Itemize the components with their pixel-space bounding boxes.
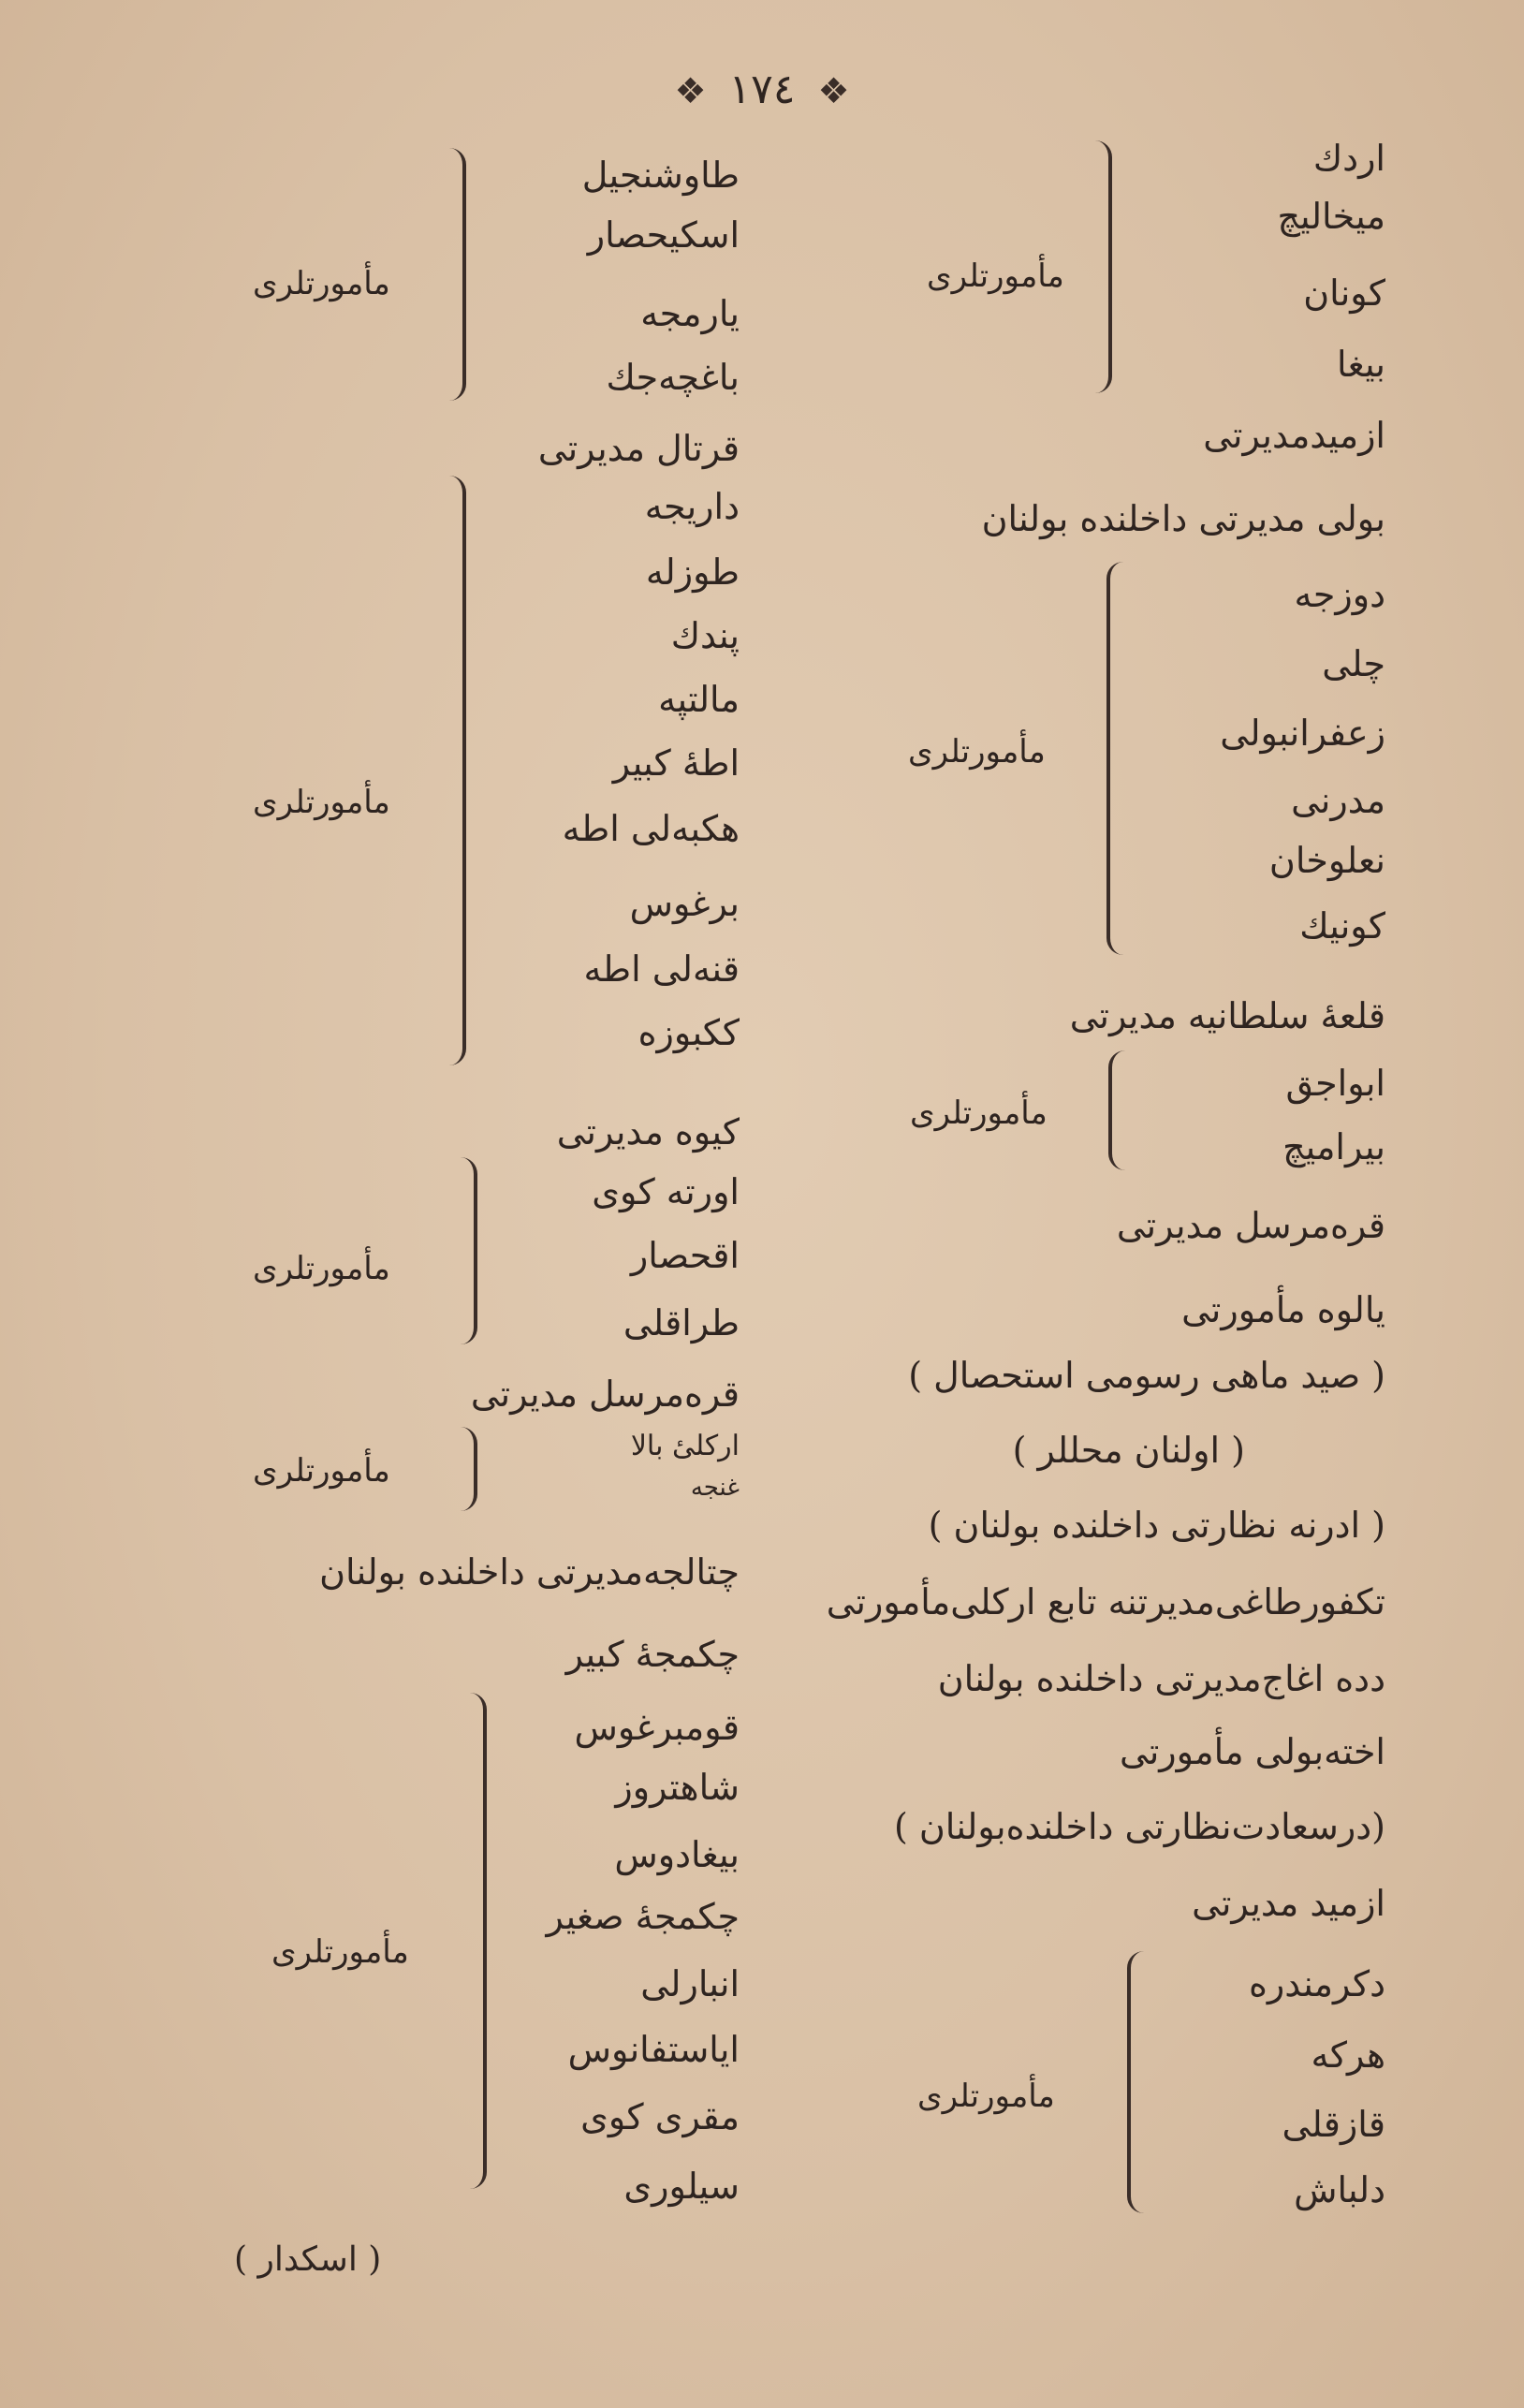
group-brace	[1095, 140, 1112, 393]
list-item: بيراميچ	[1282, 1126, 1385, 1167]
section-line: ازميد مديرتی	[1192, 1883, 1385, 1924]
list-item: قنه‌لی اطه	[583, 948, 740, 990]
section-line: قره‌مرسل مديرتی	[470, 1373, 740, 1415]
group-label: مأمورتلری	[253, 1452, 390, 1490]
list-item: بيغادوس	[614, 1834, 740, 1875]
list-item: زعفرانبولی	[1220, 712, 1385, 754]
list-item: اسكيحصار	[587, 214, 740, 256]
list-item: يارمجه	[640, 293, 740, 334]
group-label: مأمورتلری	[253, 784, 390, 821]
list-item: انبارلی	[640, 1963, 740, 2004]
group-label: مأمورتلری	[253, 265, 390, 302]
list-item: مالتپه	[658, 679, 740, 720]
group-label: مأمورتلری	[910, 1094, 1048, 1132]
ornament-icon: ❖	[674, 70, 707, 111]
section-line: ( ادرنه نظارتی داخلنده بولنان )	[928, 1505, 1385, 1546]
page-number: ١٧٤	[728, 66, 796, 113]
list-item: برغوس	[629, 883, 740, 924]
list-item: اياستفانوس	[567, 2029, 740, 2070]
list-item: مدرنی	[1291, 780, 1385, 821]
ornament-icon: ❖	[817, 70, 850, 111]
list-item: اورته كوی	[592, 1171, 740, 1212]
list-item: اقحصار	[630, 1235, 740, 1276]
list-item: قومبرغوس	[574, 1707, 740, 1748]
section-line: كيوه مديرتی	[556, 1111, 740, 1153]
group-label: مأمورتلری	[927, 257, 1064, 295]
list-item: پندك	[670, 615, 740, 656]
section-line: قره‌مرسل مديرتی	[1116, 1205, 1385, 1246]
group-label: مأمورتلری	[253, 1250, 390, 1287]
list-item: غنجه	[690, 1474, 740, 1502]
group-brace	[1127, 1951, 1144, 2213]
list-item: چكمجهٔ صغير	[546, 1896, 740, 1937]
group-brace	[449, 148, 466, 401]
group-brace	[470, 1693, 487, 2189]
section-line: بولی مديرتی داخلنده بولنان	[981, 498, 1385, 539]
list-item: طاوشنجيل	[581, 154, 740, 196]
section-line: (درسعادت‌نظارتی داخلنده‌بولنان )	[893, 1806, 1385, 1847]
section-line: ( صيد ماهی رسومی استحصال )	[908, 1355, 1385, 1396]
list-item: اركلیٔ بالا	[630, 1430, 740, 1462]
right-column	[805, 0, 1385, 2408]
list-item: ميخاليچ	[1277, 196, 1385, 237]
list-item: ابواجق	[1285, 1063, 1385, 1104]
list-item: دلباش	[1294, 2169, 1385, 2210]
group-brace	[1106, 562, 1123, 955]
list-item: هكبه‌لی اطه	[562, 808, 740, 849]
section-line: ( اسكدار )	[234, 2240, 382, 2279]
list-item: كونان	[1303, 272, 1385, 314]
section-line: قرتال مديرتی	[537, 428, 740, 469]
list-item: هركه	[1311, 2034, 1385, 2076]
group-brace	[1108, 1050, 1125, 1170]
section-line: دده اغاج‌مديرتی داخلنده بولنان	[937, 1658, 1385, 1699]
left-column	[215, 0, 740, 2408]
group-label: مأمورتلری	[271, 1933, 409, 1971]
section-line: قلعهٔ سلطانيه مديرتی	[1069, 995, 1385, 1036]
list-item: كونيك	[1299, 905, 1385, 947]
list-item: اردك	[1312, 138, 1385, 179]
section-line: ( اولنان محللر )	[1012, 1430, 1245, 1471]
list-item: سيلوری	[623, 2166, 740, 2207]
section-line: ازميدمديرتی	[1203, 415, 1385, 456]
list-item: طراقلی	[623, 1302, 740, 1343]
group-brace	[449, 476, 466, 1065]
list-item: شاهتروز	[615, 1767, 740, 1808]
list-item: مقری كوی	[580, 2096, 740, 2137]
list-item: بيغا	[1337, 344, 1385, 385]
list-item: دوزجه	[1294, 574, 1385, 615]
list-item: چلی	[1322, 643, 1385, 684]
list-item: نعلوخان	[1268, 840, 1385, 881]
section-line: چتالجه‌مديرتی داخلنده بولنان	[319, 1551, 740, 1593]
list-item: قازقلی	[1282, 2104, 1385, 2145]
list-item: ككبوزه	[637, 1012, 740, 1053]
group-label: مأمورتلری	[917, 2078, 1055, 2115]
group-label: مأمورتلری	[908, 733, 1046, 771]
group-brace	[461, 1157, 477, 1344]
section-line: تكفورطاغی‌مديرتنه تابع اركلی‌مأمورتی	[826, 1581, 1385, 1622]
section-line: چكمجهٔ كبير	[565, 1634, 740, 1675]
list-item: باغچه‌جك	[606, 357, 740, 398]
list-item: طوزله	[645, 551, 740, 593]
list-item: اطهٔ كبير	[612, 742, 740, 784]
section-line: اخته‌بولی مأمورتی	[1120, 1731, 1385, 1772]
list-item: داريجه	[644, 486, 740, 527]
section-line: يالوه مأمورتی	[1181, 1289, 1385, 1330]
group-brace	[461, 1427, 477, 1511]
list-item: دكرمندره	[1248, 1963, 1385, 2004]
